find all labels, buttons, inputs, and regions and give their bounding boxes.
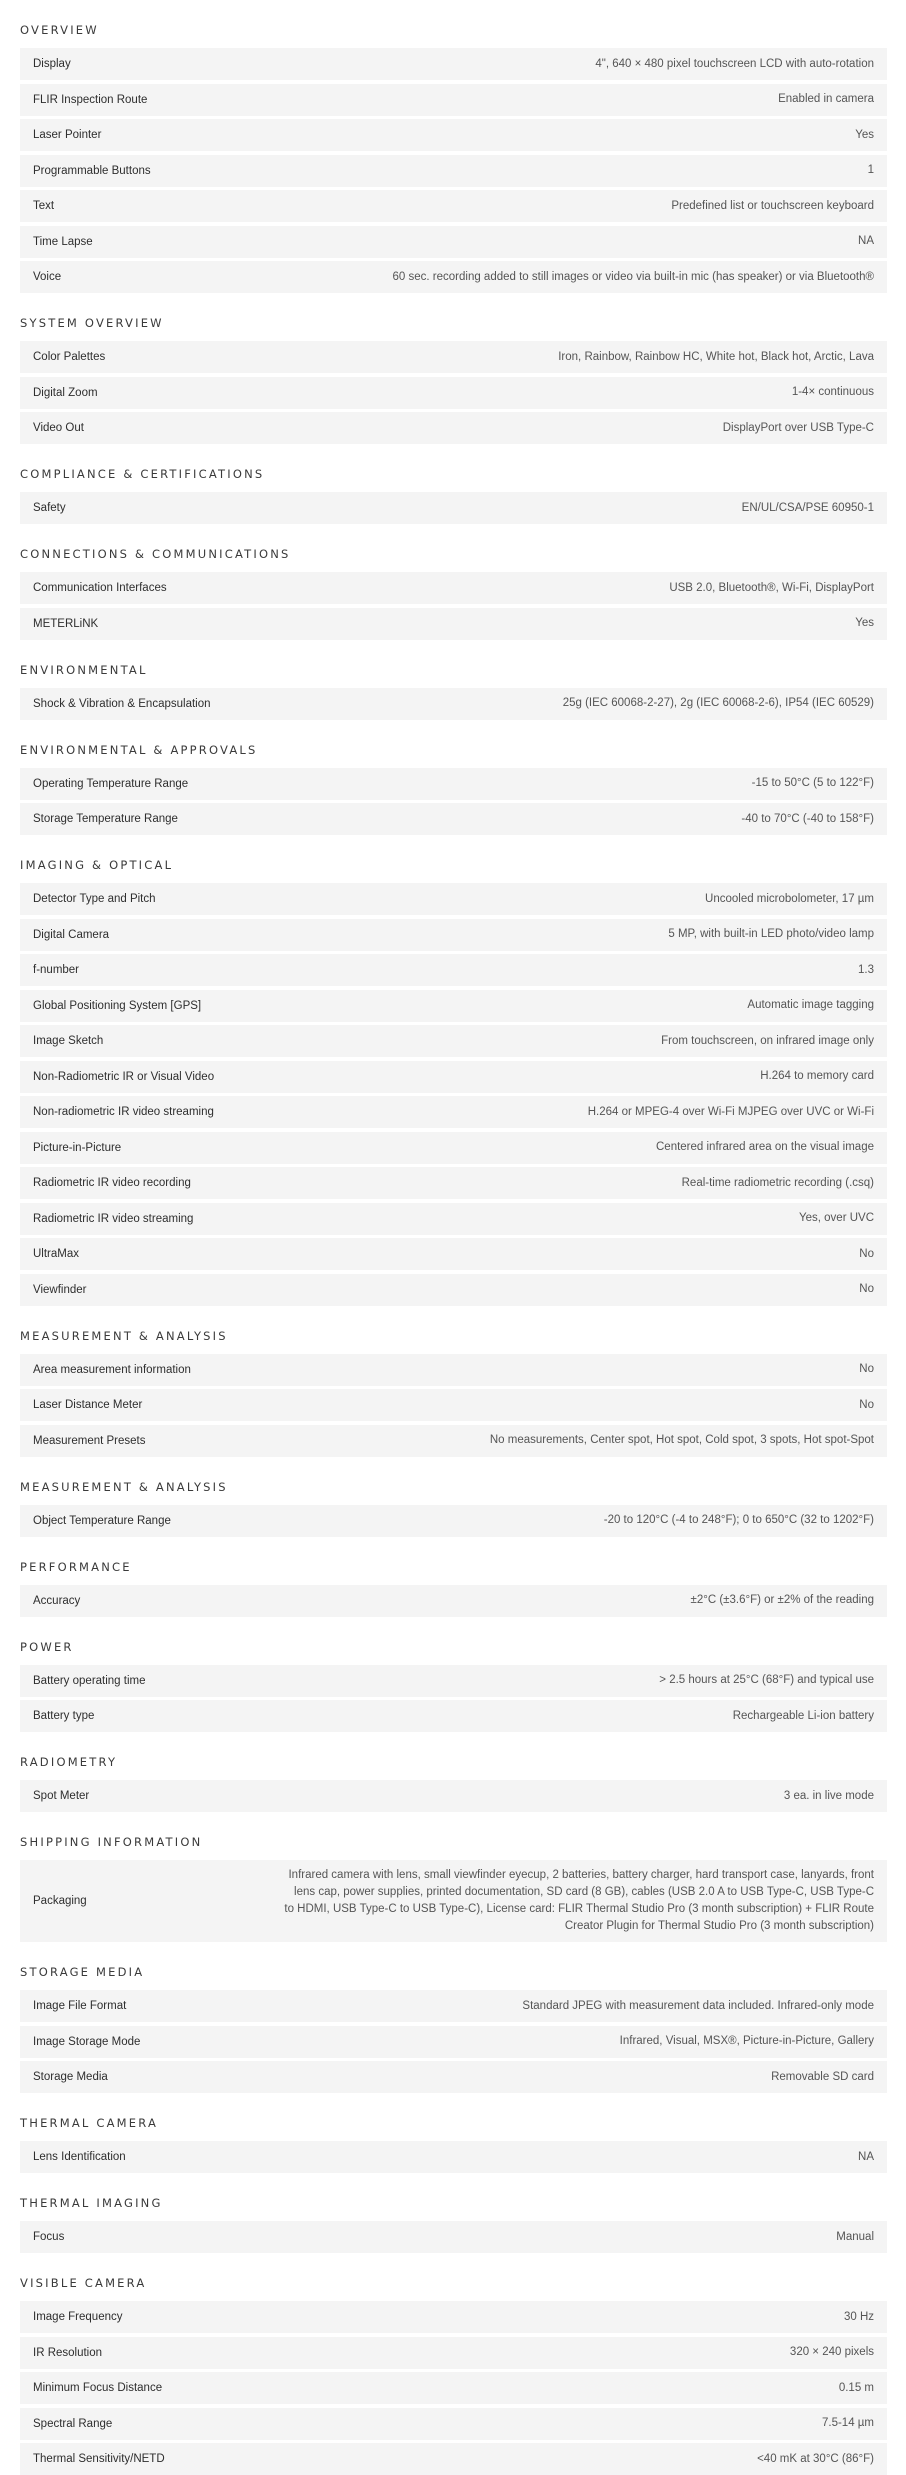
spec-rows bbox=[20, 1860, 887, 1942]
spec-label: Battery operating time bbox=[33, 1674, 146, 1687]
spec-label: Display bbox=[33, 58, 71, 70]
spec-label: Viewfinder bbox=[33, 1283, 87, 1296]
spec-value: 60 sec. recording added to still images or video via built-in mic (has speaker) or via Bluetooth® bbox=[392, 270, 874, 283]
section-title: PERFORMANCE bbox=[20, 1559, 132, 1574]
spec-value: Removable SD card bbox=[771, 2070, 874, 2083]
spec-section bbox=[20, 1635, 887, 1733]
spec-row bbox=[20, 1505, 887, 1537]
spec-value: From touchscreen, on infrared image only bbox=[661, 1034, 874, 1047]
spec-row bbox=[20, 954, 887, 986]
spec-row bbox=[20, 1990, 887, 2022]
spec-value: -20 to 120°C (-4 to 248°F); 0 to 650°C (32 to 1202°F) bbox=[603, 1514, 874, 1526]
spec-value: > 2.5 hours at 25°C (68°F) and typical use bbox=[659, 1674, 874, 1686]
spec-value: Centered infrared area on the visual image bbox=[656, 1141, 874, 1153]
spec-label: Non-Radiometric IR or Visual Video bbox=[33, 1070, 215, 1083]
spec-label: Programmable Buttons bbox=[33, 164, 151, 177]
spec-label: Laser Distance Meter bbox=[33, 1399, 143, 1411]
spec-rows bbox=[20, 1990, 887, 2093]
spec-section bbox=[20, 1475, 887, 1537]
spec-rows bbox=[20, 688, 887, 720]
spec-label: Picture-in-Picture bbox=[33, 1141, 122, 1154]
spec-value: 3 ea. in live mode bbox=[783, 1789, 874, 1802]
spec-rows bbox=[20, 1505, 887, 1537]
spec-value: H.264 or MPEG-4 over Wi-Fi MJPEG over UVC or Wi-Fi bbox=[587, 1105, 874, 1118]
spec-label: Global Positioning System [GPS] bbox=[33, 999, 202, 1012]
spec-value: No bbox=[859, 1283, 874, 1295]
section-title: MEASUREMENT & ANALYSIS bbox=[20, 1479, 228, 1494]
spec-row bbox=[20, 2221, 887, 2253]
spec-value: -15 to 50°C (5 to 122°F) bbox=[751, 777, 874, 789]
spec-value: Real-time radiometric recording (.csq) bbox=[681, 1176, 874, 1189]
spec-section bbox=[20, 853, 887, 1306]
spec-value: 25g (IEC 60068-2-27), 2g (IEC 60068-2-6), IP54 (IEC 60529) bbox=[562, 697, 874, 709]
spec-value: Manual bbox=[836, 2230, 874, 2243]
spec-label: Image Frequency bbox=[33, 2311, 123, 2323]
spec-row bbox=[20, 1700, 887, 1732]
spec-row bbox=[20, 1061, 887, 1093]
spec-label: METERLiNK bbox=[33, 617, 99, 630]
spec-label: Safety bbox=[33, 502, 66, 514]
spec-rows bbox=[20, 48, 887, 293]
spec-row bbox=[20, 1425, 887, 1457]
spec-row bbox=[20, 1389, 887, 1421]
spec-value: No bbox=[859, 1398, 874, 1411]
spec-rows bbox=[20, 1665, 887, 1733]
spec-value: Yes bbox=[855, 617, 874, 629]
spec-rows bbox=[20, 2141, 887, 2173]
spec-row bbox=[20, 84, 887, 116]
spec-value: Uncooled microbolometer, 17 µm bbox=[705, 892, 874, 905]
spec-label: Lens Identification bbox=[33, 2151, 126, 2163]
spec-rows bbox=[20, 2301, 887, 2475]
spec-value: 5 MP, with built-in LED photo/video lamp bbox=[668, 928, 874, 940]
spec-row bbox=[20, 261, 887, 293]
spec-row bbox=[20, 2372, 887, 2404]
spec-row bbox=[20, 155, 887, 187]
spec-label: Image File Format bbox=[33, 2000, 127, 2012]
spec-label: Operating Temperature Range bbox=[33, 777, 189, 790]
spec-label: Shock & Vibration & Encapsulation bbox=[33, 697, 211, 710]
spec-rows bbox=[20, 768, 887, 836]
spec-row bbox=[20, 377, 887, 409]
spec-value: <40 mK at 30°C (86°F) bbox=[757, 2452, 874, 2465]
spec-row bbox=[20, 2061, 887, 2093]
spec-row bbox=[20, 883, 887, 915]
spec-label: Digital Camera bbox=[33, 928, 110, 941]
spec-row bbox=[20, 48, 887, 80]
section-title: POWER bbox=[20, 1639, 74, 1654]
spec-section bbox=[20, 738, 887, 836]
section-title: CONNECTIONS & COMMUNICATIONS bbox=[20, 547, 291, 561]
spec-label: Laser Pointer bbox=[33, 129, 102, 141]
spec-section bbox=[20, 311, 887, 444]
section-title: ENVIRONMENTAL & APPROVALS bbox=[20, 742, 258, 757]
section-title: STORAGE MEDIA bbox=[20, 1965, 145, 1979]
spec-label: Detector Type and Pitch bbox=[33, 893, 156, 905]
spec-value: 1-4× continuous bbox=[791, 386, 874, 398]
spec-value: Predefined list or touchscreen keyboard bbox=[671, 199, 874, 212]
spec-rows bbox=[20, 492, 887, 524]
spec-section bbox=[20, 2111, 887, 2173]
spec-label: Communication Interfaces bbox=[33, 582, 167, 594]
spec-row bbox=[20, 2301, 887, 2333]
spec-label: Text bbox=[33, 200, 55, 212]
spec-value: EN/UL/CSA/PSE 60950-1 bbox=[741, 501, 874, 514]
spec-label: Area measurement information bbox=[33, 1363, 191, 1376]
spec-row bbox=[20, 1096, 887, 1128]
spec-value: Yes bbox=[855, 128, 874, 141]
spec-row bbox=[20, 492, 887, 524]
section-title: MEASUREMENT & ANALYSIS bbox=[20, 1328, 228, 1343]
spec-row bbox=[20, 2337, 887, 2369]
spec-value: 320 × 240 pixels bbox=[789, 2346, 874, 2358]
spec-label: f-number bbox=[33, 964, 80, 976]
spec-section bbox=[20, 1324, 887, 1457]
spec-row bbox=[20, 1025, 887, 1057]
spec-value: No bbox=[859, 1247, 874, 1260]
spec-section bbox=[20, 658, 887, 720]
spec-label: Accuracy bbox=[33, 1594, 81, 1607]
section-title: VISIBLE CAMERA bbox=[20, 2276, 147, 2290]
section-title: COMPLIANCE & CERTIFICATIONS bbox=[20, 467, 265, 481]
spec-value: NA bbox=[858, 2150, 874, 2163]
spec-label: Non-radiometric IR video streaming bbox=[33, 1106, 214, 1118]
spec-label: Radiometric IR video streaming bbox=[33, 1212, 194, 1225]
spec-value: Infrared camera with lens, small viewfinder eyecup, 2 batteries, battery charger, hard transport case, lanyards, front lens cap, power supplies, printed documentation, SD card (8 GB), cables (USB 2.0 A to USB Type-C, USB Type-C to HDMI, USB Type-C to USB Type-C), License card: FLIR Thermal Studio Pro (3 month subscription) + FLIR Route Creator Plugin for Thermal Studio Pro (3 month subscription) bbox=[284, 1869, 874, 1932]
spec-label: FLIR Inspection Route bbox=[33, 93, 148, 106]
spec-value: Automatic image tagging bbox=[747, 999, 874, 1011]
spec-rows bbox=[20, 341, 887, 444]
spec-value: Standard JPEG with measurement data included. Infrared-only mode bbox=[522, 1999, 874, 2012]
spec-row bbox=[20, 608, 887, 640]
spec-value: -40 to 70°C (-40 to 158°F) bbox=[741, 812, 874, 825]
spec-row bbox=[20, 1780, 887, 1812]
spec-row bbox=[20, 572, 887, 604]
spec-label: Voice bbox=[33, 271, 62, 283]
spec-value: Infrared, Visual, MSX®, Picture-in-Picture, Gallery bbox=[619, 2035, 874, 2047]
spec-rows bbox=[20, 1585, 887, 1617]
spec-section bbox=[20, 2191, 887, 2253]
spec-label: Storage Temperature Range bbox=[33, 813, 178, 825]
spec-sheet bbox=[0, 18, 906, 2475]
spec-value: 4", 640 × 480 pixel touchscreen LCD with auto-rotation bbox=[595, 57, 874, 70]
spec-value: No measurements, Center spot, Hot spot, Cold spot, 3 spots, Hot spot-Spot bbox=[489, 1434, 874, 1446]
spec-row bbox=[20, 768, 887, 800]
spec-section bbox=[20, 1555, 887, 1617]
spec-label: Minimum Focus Distance bbox=[33, 2382, 163, 2394]
spec-section bbox=[20, 1750, 887, 1812]
spec-value: Iron, Rainbow, Rainbow HC, White hot, Black hot, Arctic, Lava bbox=[558, 350, 874, 363]
spec-row bbox=[20, 412, 887, 444]
spec-value: 0.15 m bbox=[838, 2381, 874, 2394]
spec-value: H.264 to memory card bbox=[760, 1070, 874, 1082]
spec-rows bbox=[20, 572, 887, 640]
spec-label: Battery type bbox=[33, 1710, 95, 1722]
section-title: SYSTEM OVERVIEW bbox=[20, 316, 164, 330]
spec-row bbox=[20, 1132, 887, 1164]
section-title: THERMAL CAMERA bbox=[20, 2116, 159, 2130]
spec-label: Thermal Sensitivity/NETD bbox=[33, 2453, 165, 2465]
spec-row bbox=[20, 190, 887, 222]
spec-row bbox=[20, 1203, 887, 1235]
spec-row bbox=[20, 2141, 887, 2173]
spec-row bbox=[20, 688, 887, 720]
spec-value: DisplayPort over USB Type-C bbox=[722, 421, 874, 434]
spec-label: Radiometric IR video recording bbox=[33, 1177, 191, 1189]
section-title: THERMAL IMAGING bbox=[20, 2196, 163, 2210]
spec-label: Digital Zoom bbox=[33, 386, 98, 399]
spec-rows bbox=[20, 1354, 887, 1457]
spec-row bbox=[20, 919, 887, 951]
spec-row bbox=[20, 2443, 887, 2475]
spec-row bbox=[20, 119, 887, 151]
spec-section bbox=[20, 542, 887, 640]
section-title: RADIOMETRY bbox=[20, 1755, 118, 1769]
spec-value: 1.3 bbox=[858, 963, 874, 976]
spec-label: Time Lapse bbox=[33, 235, 93, 248]
spec-section bbox=[20, 1830, 887, 1942]
spec-section bbox=[20, 2271, 887, 2475]
spec-label: UltraMax bbox=[33, 1248, 80, 1260]
spec-row bbox=[20, 803, 887, 835]
section-title: ENVIRONMENTAL bbox=[20, 662, 148, 677]
spec-value: Yes, over UVC bbox=[799, 1212, 874, 1224]
spec-section bbox=[20, 462, 887, 524]
spec-row bbox=[20, 1860, 887, 1942]
spec-row bbox=[20, 2026, 887, 2058]
spec-value: 7.5-14 µm bbox=[821, 2417, 874, 2429]
spec-row bbox=[20, 1585, 887, 1617]
spec-section bbox=[20, 1960, 887, 2093]
spec-row bbox=[20, 2408, 887, 2440]
spec-label: Spot Meter bbox=[33, 1790, 90, 1802]
spec-row bbox=[20, 1354, 887, 1386]
spec-row bbox=[20, 1167, 887, 1199]
section-title: IMAGING & OPTICAL bbox=[20, 858, 174, 872]
spec-label: Object Temperature Range bbox=[33, 1514, 171, 1527]
spec-label: Measurement Presets bbox=[33, 1434, 146, 1447]
spec-row bbox=[20, 990, 887, 1022]
spec-value: No bbox=[859, 1363, 874, 1375]
section-title: OVERVIEW bbox=[20, 23, 99, 37]
spec-row bbox=[20, 226, 887, 258]
spec-rows bbox=[20, 1780, 887, 1812]
spec-label: Image Storage Mode bbox=[33, 2035, 141, 2048]
spec-row bbox=[20, 341, 887, 373]
spec-value: ±2°C (±3.6°F) or ±2% of the reading bbox=[690, 1594, 874, 1606]
spec-value: 30 Hz bbox=[843, 2310, 874, 2323]
section-title: SHIPPING INFORMATION bbox=[20, 1835, 203, 1849]
spec-section bbox=[20, 18, 887, 293]
spec-label: Packaging bbox=[33, 1895, 87, 1907]
spec-label: Focus bbox=[33, 2231, 65, 2243]
spec-label: Image Sketch bbox=[33, 1035, 104, 1047]
spec-value: 1 bbox=[867, 164, 874, 176]
spec-label: Video Out bbox=[33, 422, 84, 434]
spec-label: Color Palettes bbox=[33, 351, 106, 363]
spec-row bbox=[20, 1238, 887, 1270]
spec-row bbox=[20, 1274, 887, 1306]
spec-row bbox=[20, 1665, 887, 1697]
spec-rows bbox=[20, 2221, 887, 2253]
spec-value: NA bbox=[858, 235, 874, 247]
spec-label: IR Resolution bbox=[33, 2346, 103, 2359]
spec-value: Enabled in camera bbox=[778, 93, 874, 105]
spec-rows bbox=[20, 883, 887, 1306]
spec-value: USB 2.0, Bluetooth®, Wi-Fi, DisplayPort bbox=[669, 581, 874, 594]
spec-value: Rechargeable Li-ion battery bbox=[732, 1709, 874, 1722]
spec-label: Storage Media bbox=[33, 2071, 108, 2083]
spec-label: Spectral Range bbox=[33, 2417, 113, 2430]
